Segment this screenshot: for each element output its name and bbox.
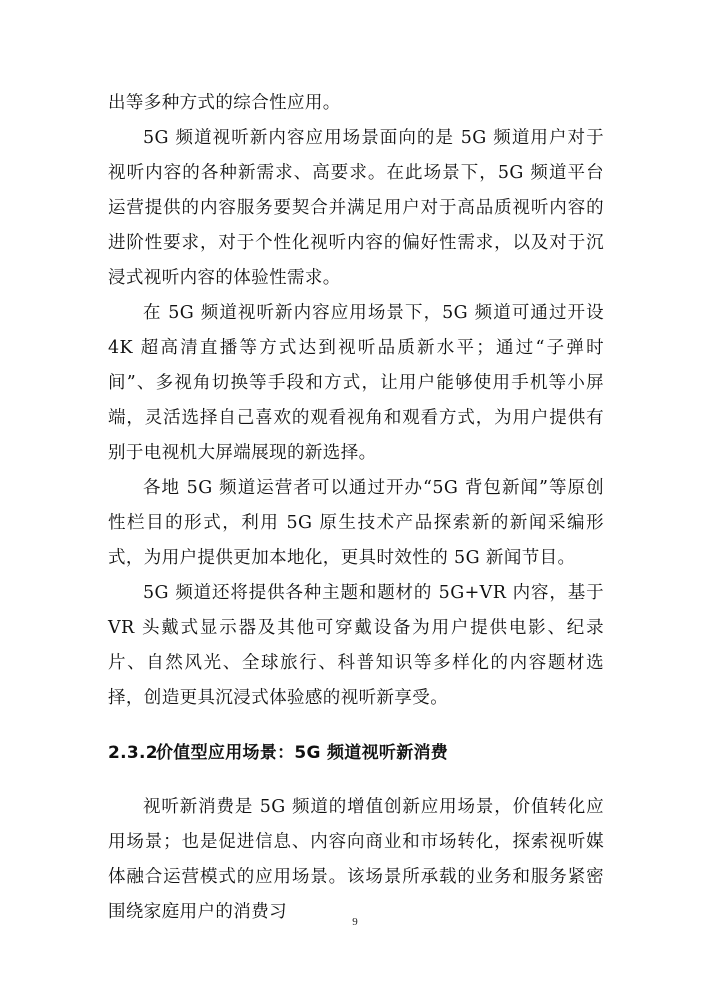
document-body (108, 86, 604, 930)
section-title: 价值型应用场景：5G 频道视听新消费 (156, 743, 449, 763)
paragraph-6: 视听新消费是 5G 频道的增值创新应用场景，价值转化应用场景；也是促进信息、内容向商业和市场转化，探索视听媒体融合运营模式的应用场景。该场景所承载的业务和服务紧密围绕家庭用户的消费习 (108, 797, 604, 922)
page-number: 9 (352, 916, 358, 928)
paragraph-1: 出等多种方式的综合性应用。 (108, 93, 341, 113)
paragraph-2: 5G 频道视听新内容应用场景面向的是 5G 频道用户对于视听内容的各种新需求、高要求。在此场景下，5G 频道平台运营提供的内容服务要契合并满足用户对于高品质视听内容的进阶性要求，对于个性化视听内容的偏好性需求，以及对于沉浸式视听内容的体验性需求。 (108, 128, 604, 288)
paragraph-5: 5G 频道还将提供各种主题和题材的 5G+VR 内容，基于 VR 头戴式显示器及其他可穿戴设备为用户提供电影、纪录片、自然风光、全球旅行、科普知识等多样化的内容题材选择，创造更具沉浸式体验感的视听新享受。 (108, 583, 604, 708)
section-heading (108, 738, 604, 768)
paragraph-3: 在 5G 频道视听新内容应用场景下，5G 频道可通过开设 4K 超高清直播等方式达到视听品质新水平；通过“子弹时间”、多视角切换等手段和方式，让用户能够使用手机等小屏端，灵活选择自己喜欢的观看视角和观看方式，为用户提供有别于电视机大屏端展现的新选择。 (108, 303, 604, 463)
section-number: 2.3.2 (108, 743, 158, 763)
paragraph-4: 各地 5G 频道运营者可以通过开办“5G 背包新闻”等原创性栏目的形式，利用 5G 原生技术产品探索新的新闻采编形式，为用户提供更加本地化，更具时效性的 5G 新闻节目。 (108, 478, 604, 568)
